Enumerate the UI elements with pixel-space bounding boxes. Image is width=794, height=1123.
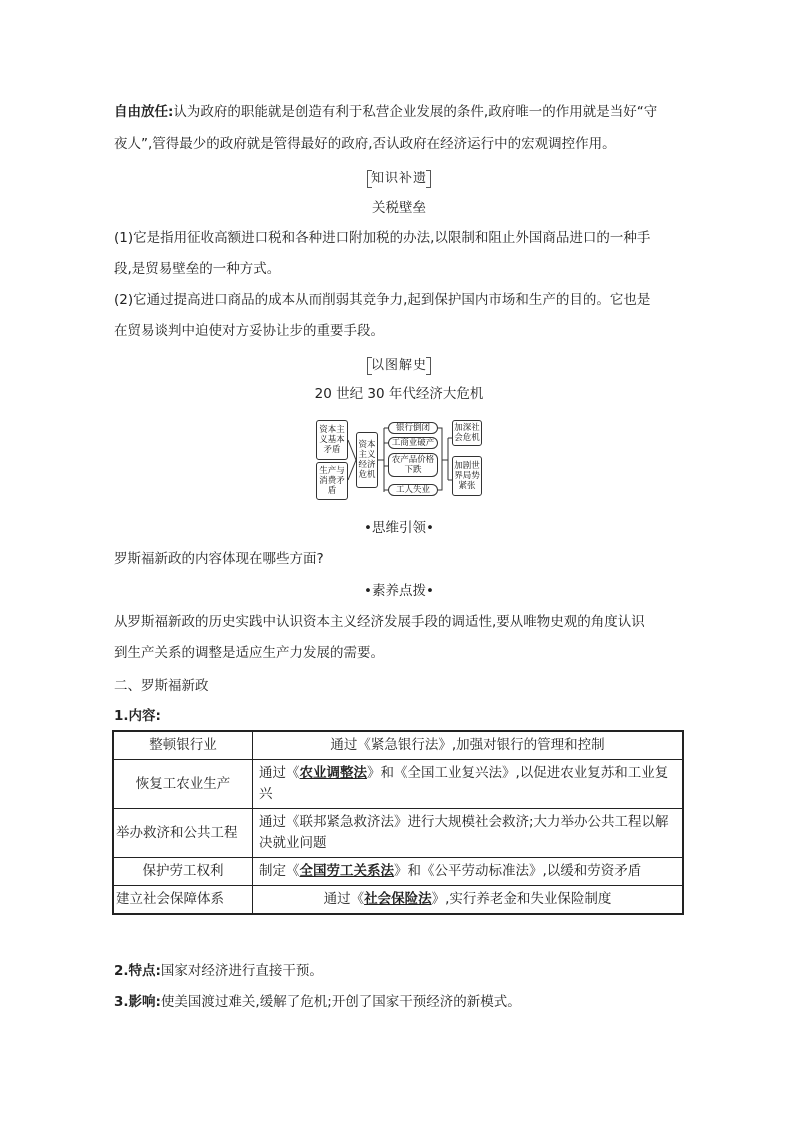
table-row [113, 760, 683, 809]
knowledge-p1-line1: (1)它是指用征收高额进口税和各种进口附加税的办法,以限制和阻止外国商品进口的一种手 [114, 230, 651, 246]
effect-unemployment: 工人失业 [388, 484, 438, 496]
knowledge-p1-line2: 段,是贸易壁垒的一种方式。 [114, 261, 281, 277]
intro-line-1: 自由放任:认为政府的职能就是创造有利于私营企业发展的条件,政府唯一的作用就是当好“守 [114, 104, 658, 120]
knowledge-p2-line2: 在贸易谈判中迫使对方妥协让步的重要手段。 [114, 323, 384, 339]
table-cell-area: 恢复工农业生产 [113, 760, 253, 809]
table-cell-area: 保护劳工权利 [113, 858, 253, 886]
cause-production-consumption: 生产与消费矛盾 [316, 462, 348, 500]
literacy-line2: 到生产关系的调整是适应生产力发展的需要。 [114, 645, 384, 661]
table-cell-area: 建立社会保障体系 [113, 886, 253, 915]
table-row [113, 809, 683, 858]
center-economic-crisis: 资本主义经济危机 [356, 432, 378, 488]
figure-title: 20 世纪 30 年代经济大危机 [314, 386, 484, 402]
effect-business-bankruptcy: 工商业破产 [388, 437, 438, 449]
effect-bank-failure: 银行倒闭 [388, 422, 438, 434]
literacy-heading: •素养点拨• [364, 583, 434, 599]
table-cell-measure: 通过《社会保险法》,实行养老金和失业保险制度 [253, 886, 684, 915]
knowledge-tag: 知识补遗 [369, 169, 429, 189]
figure-tag: 以图解史 [369, 356, 429, 376]
feature-text: 国家对经济进行直接干预。 [160, 963, 323, 979]
literacy-line1: 从罗斯福新政的历史实践中认识资本主义经济发展手段的调适性,要从唯物史观的角度认识 [114, 614, 645, 630]
table-cell-measure: 通过《紧急银行法》,加强对银行的管理和控制 [253, 731, 684, 760]
impact-label: 3.影响: [114, 994, 161, 1010]
figure-tag-row [114, 355, 684, 376]
table-cell-area: 举办救济和公共工程 [113, 809, 253, 858]
result-world-tension: 加剧世界局势紧张 [452, 456, 482, 496]
intro-term: 自由放任: [114, 104, 174, 120]
new-deal-table [112, 730, 684, 915]
thinking-question: 罗斯福新政的内容体现在哪些方面? [114, 551, 324, 567]
table-cell-area: 整顿银行业 [113, 731, 253, 760]
feature-label: 2.特点: [114, 963, 161, 979]
cause-basic-contradiction: 资本主义基本矛盾 [316, 420, 348, 460]
effect-price-drop: 农产品价格下跌 [388, 453, 438, 477]
table-cell-measure: 制定《全国劳工关系法》和《公平劳动标准法》,以缓和劳资矛盾 [253, 858, 684, 886]
knowledge-title: 关税壁垒 [372, 200, 426, 216]
table-cell-measure: 通过《联邦紧急救济法》进行大规模社会救济;大力举办公共工程以解决就业问题 [253, 809, 684, 858]
table-cell-measure: 通过《农业调整法》和《全国工业复兴法》,以促进农业复苏和工业复兴 [253, 760, 684, 809]
table-row [113, 858, 683, 886]
section-title: 二、罗斯福新政 [114, 678, 209, 694]
result-social-crisis: 加深社会危机 [452, 420, 482, 446]
impact-text: 使美国渡过难关,缓解了危机;开创了国家干预经济的新模式。 [160, 994, 521, 1010]
content-label: 1.内容: [114, 708, 161, 724]
knowledge-p2-line1: (2)它通过提高进口商品的成本从而削弱其竞争力,起到保护国内市场和生产的目的。它也是 [114, 292, 651, 308]
thinking-heading: •思维引领• [364, 520, 434, 536]
table-row [113, 731, 683, 760]
impact-line [114, 992, 684, 1012]
feature-line [114, 961, 684, 981]
intro-line-2: 夜人”,管得最少的政府就是管得最好的政府,否认政府在经济运行中的宏观调控作用。 [114, 136, 616, 152]
crisis-diagram [316, 420, 482, 500]
table-row [113, 886, 683, 915]
knowledge-tag-row [114, 168, 684, 189]
